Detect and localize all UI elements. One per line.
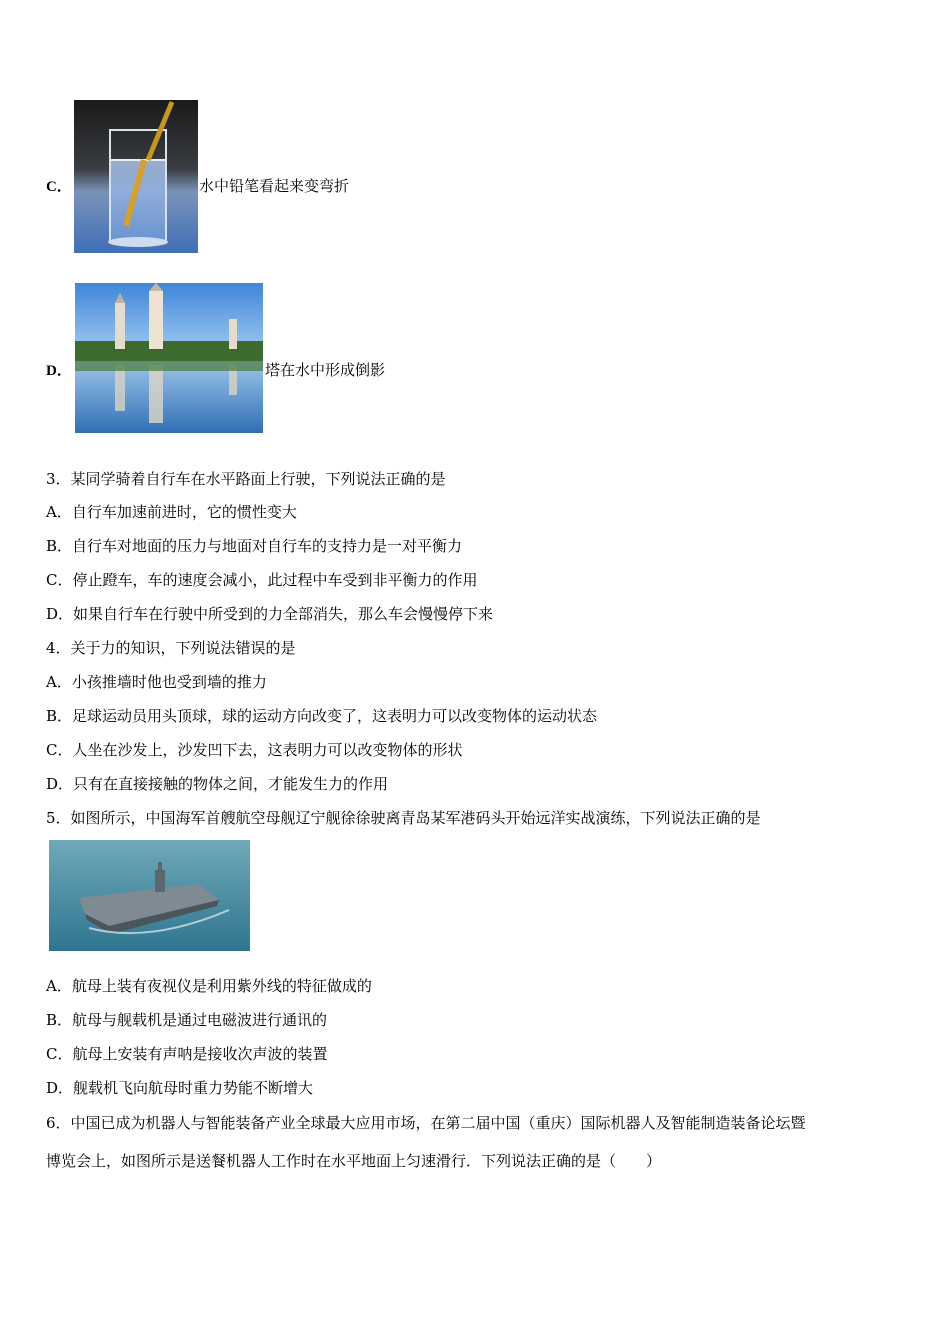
option-d-text: 塔在水中形成倒影 xyxy=(265,361,386,379)
q5-option-a: A．航母上装有夜视仪是利用紫外线的特征做成的 xyxy=(46,977,372,995)
q5-option-b: B．航母与舰载机是通过电磁波进行通讯的 xyxy=(46,1011,328,1029)
q4-option-a: A．小孩推墙时他也受到墙的推力 xyxy=(46,673,267,691)
q3-option-b: B．自行车对地面的压力与地面对自行车的支持力是一对平衡力 xyxy=(46,537,463,555)
aircraft-carrier-image xyxy=(49,840,250,951)
pencil-in-water-image xyxy=(74,100,198,253)
option-c-text: 水中铅笔看起来变弯折 xyxy=(199,177,350,195)
option-d-label: D． xyxy=(46,363,72,379)
q6-stem-line1: 6．中国已成为机器人与智能装备产业全球最大应用市场，在第二届中国（重庆）国际机器人及智能制造装备论坛暨 xyxy=(46,1114,806,1132)
q6-stem-line2: 博览会上，如图所示是送餐机器人工作时在水平地面上匀速滑行．下列说法正确的是（ ） xyxy=(46,1152,662,1170)
q3-option-d: D．如果自行车在行驶中所受到的力全部消失，那么车会慢慢停下来 xyxy=(46,605,494,623)
q3-option-c: C．停止蹬车，车的速度会减小，此过程中车受到非平衡力的作用 xyxy=(46,571,478,589)
q5-option-c: C．航母上安装有声呐是接收次声波的装置 xyxy=(46,1045,328,1063)
q5-option-d: D．舰载机飞向航母时重力势能不断增大 xyxy=(46,1079,314,1097)
option-c-label: C． xyxy=(46,179,72,195)
q4-option-b: B．足球运动员用头顶球，球的运动方向改变了，这表明力可以改变物体的运动状态 xyxy=(46,707,598,725)
pagoda-reflection-image xyxy=(75,283,263,433)
q4-option-d: D．只有在直接接触的物体之间，才能发生力的作用 xyxy=(46,775,389,793)
q3-stem: 3．某同学骑着自行车在水平路面上行驶，下列说法正确的是 xyxy=(46,470,446,488)
q4-option-c: C．人坐在沙发上，沙发凹下去，这表明力可以改变物体的形状 xyxy=(46,741,463,759)
q4-stem: 4．关于力的知识，下列说法错误的是 xyxy=(46,639,296,657)
q3-option-a: A．自行车加速前进时，它的惯性变大 xyxy=(46,503,297,521)
q5-stem: 5．如图所示，中国海军首艘航空母舰辽宁舰徐徐驶离青岛某军港码头开始远洋实战演练，下列说法正确的是 xyxy=(46,809,761,827)
